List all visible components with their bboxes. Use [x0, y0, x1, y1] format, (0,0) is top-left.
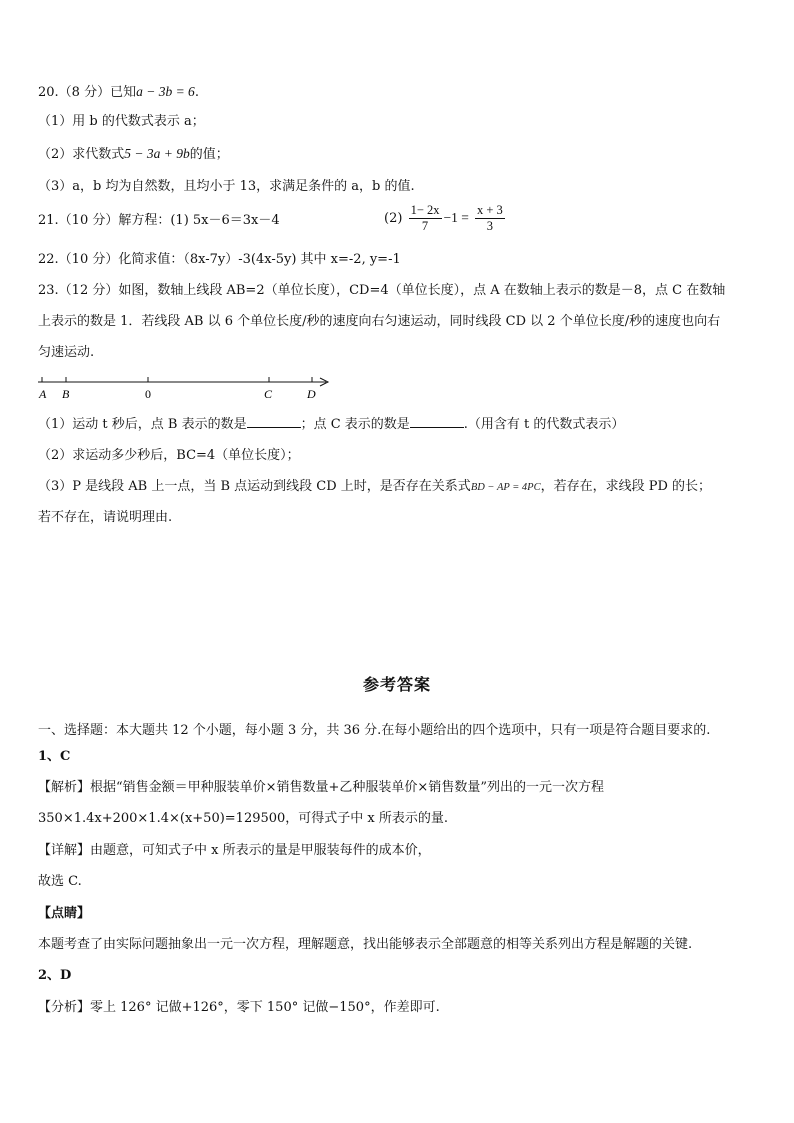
q21-mid: −1 =: [443, 210, 469, 225]
q21-frac1-den: 7: [421, 219, 429, 233]
answer-1-choice: 故选 C.: [38, 874, 82, 889]
label-D: D: [307, 387, 316, 401]
q20-part3: （3）a，b 均为自然数，且均小于 13，求满足条件的 a，b 的值.: [38, 179, 415, 194]
answer-1-detail: 【详解】由题意，可知式子中 x 所表示的量是甲服装每件的成本价，: [38, 843, 431, 858]
q23-part1: [38, 415, 624, 434]
label-C: C: [264, 387, 273, 401]
answer-1-tip-label: 【点睛】: [38, 906, 91, 921]
answer-blank-c[interactable]: [410, 415, 464, 428]
q20-part2-post: 的值；: [189, 147, 229, 162]
q23-line3: 匀速运动.: [38, 345, 95, 360]
q20-head: 20.（8 分）已知: [38, 85, 137, 100]
answer-1: 1、C: [38, 749, 71, 764]
q21-stem: [38, 212, 280, 230]
q20-part2: [38, 145, 229, 164]
answer-1-tip: 本题考查了由实际问题抽象出一元一次方程，理解题意，找出能够表示全部题意的相等关系列出方程是解题的关键.: [38, 937, 693, 952]
answer-1-equation: 350×1.4x+200×1.4×(x+50)=129500，可得式子中 x 所表示的量.: [38, 811, 449, 826]
q21-fraction-right: [475, 203, 505, 234]
q23-part3-a: （3）P 是线段 AB 上一点，当 B 点运动到线段 CD 上时，是否存在关系式: [38, 479, 471, 494]
q23-line2: 上表示的数是 1．若线段 AB 以 6 个单位长度/秒的速度向右匀速运动，同时线段 CD 以 2 个单位长度/秒的速度也向右: [38, 314, 721, 329]
answers-section-header: 一、选择题：本大题共 12 个小题，每小题 3 分，共 36 分.在每小题给出的四个选项中，只有一项是符合题目要求的.: [38, 723, 711, 738]
q20-condition-expr: a − 3b = 6: [136, 84, 195, 99]
q21-equation-2: [384, 203, 507, 234]
number-line-figure: [36, 372, 336, 402]
q20-part2-expr: 5 − 3a + 9b: [124, 146, 190, 161]
q23-part3-expr: BD − AP = 4PC: [470, 482, 541, 493]
answer-1-analysis: 【解析】根据“销售金额＝甲种服装单价×销售数量+乙种服装单价×销售数量”列出的一元一次方程: [38, 780, 604, 795]
q20-part1: （1）用 b 的代数式表示 a；: [38, 114, 205, 129]
label-zero: 0: [145, 387, 151, 401]
q23-part2: （2）求运动多少秒后，BC=4（单位长度）；: [38, 448, 300, 463]
q21-frac2-den: 3: [486, 219, 494, 233]
answer-blank-b[interactable]: [247, 415, 301, 428]
q23-part3-b: ，若存在，求线段 PD 的长；: [540, 479, 712, 494]
answer-2: 2、D: [38, 968, 72, 983]
q20-stem: [38, 83, 199, 102]
q21-head: 21.（10 分）解方程：(1) 5x－6＝3x－4: [38, 213, 280, 228]
answers-title: 参考答案: [362, 675, 431, 694]
q21-frac2-num: x + 3: [477, 203, 503, 217]
q20-part2-pre: （2）求代数式: [38, 147, 125, 162]
q21-part2-label: (2): [384, 211, 403, 226]
q22-stem: 22.（10 分）化简求值：（8x-7y）-3(4x-5y) 其中 x=-2, y=-1: [38, 252, 401, 267]
q23-part3: [38, 478, 711, 497]
q23-part1-a: （1）运动 t 秒后，点 B 表示的数是: [38, 417, 247, 432]
answer-2-analysis: 【分析】零上 126° 记做+126°，零下 150° 记做−150°，作差即可.: [38, 1000, 440, 1015]
q23-part1-b: ；点 C 表示的数是: [300, 417, 410, 432]
q23-line1: 23.（12 分）如图，数轴上线段 AB=2（单位长度），CD=4（单位长度），点 A 在数轴上表示的数是－8，点 C 在数轴: [38, 283, 726, 298]
q21-frac1-num: 1− 2x: [410, 203, 440, 217]
q23-part3-cont: 若不存在，请说明理由.: [38, 510, 173, 525]
q20-tail: .: [194, 85, 199, 100]
label-A: A: [39, 387, 47, 401]
q23-part1-c: .（用含有 t 的代数式表示）: [463, 417, 625, 432]
label-B: B: [62, 387, 70, 401]
q21-fraction-left: [409, 203, 442, 234]
